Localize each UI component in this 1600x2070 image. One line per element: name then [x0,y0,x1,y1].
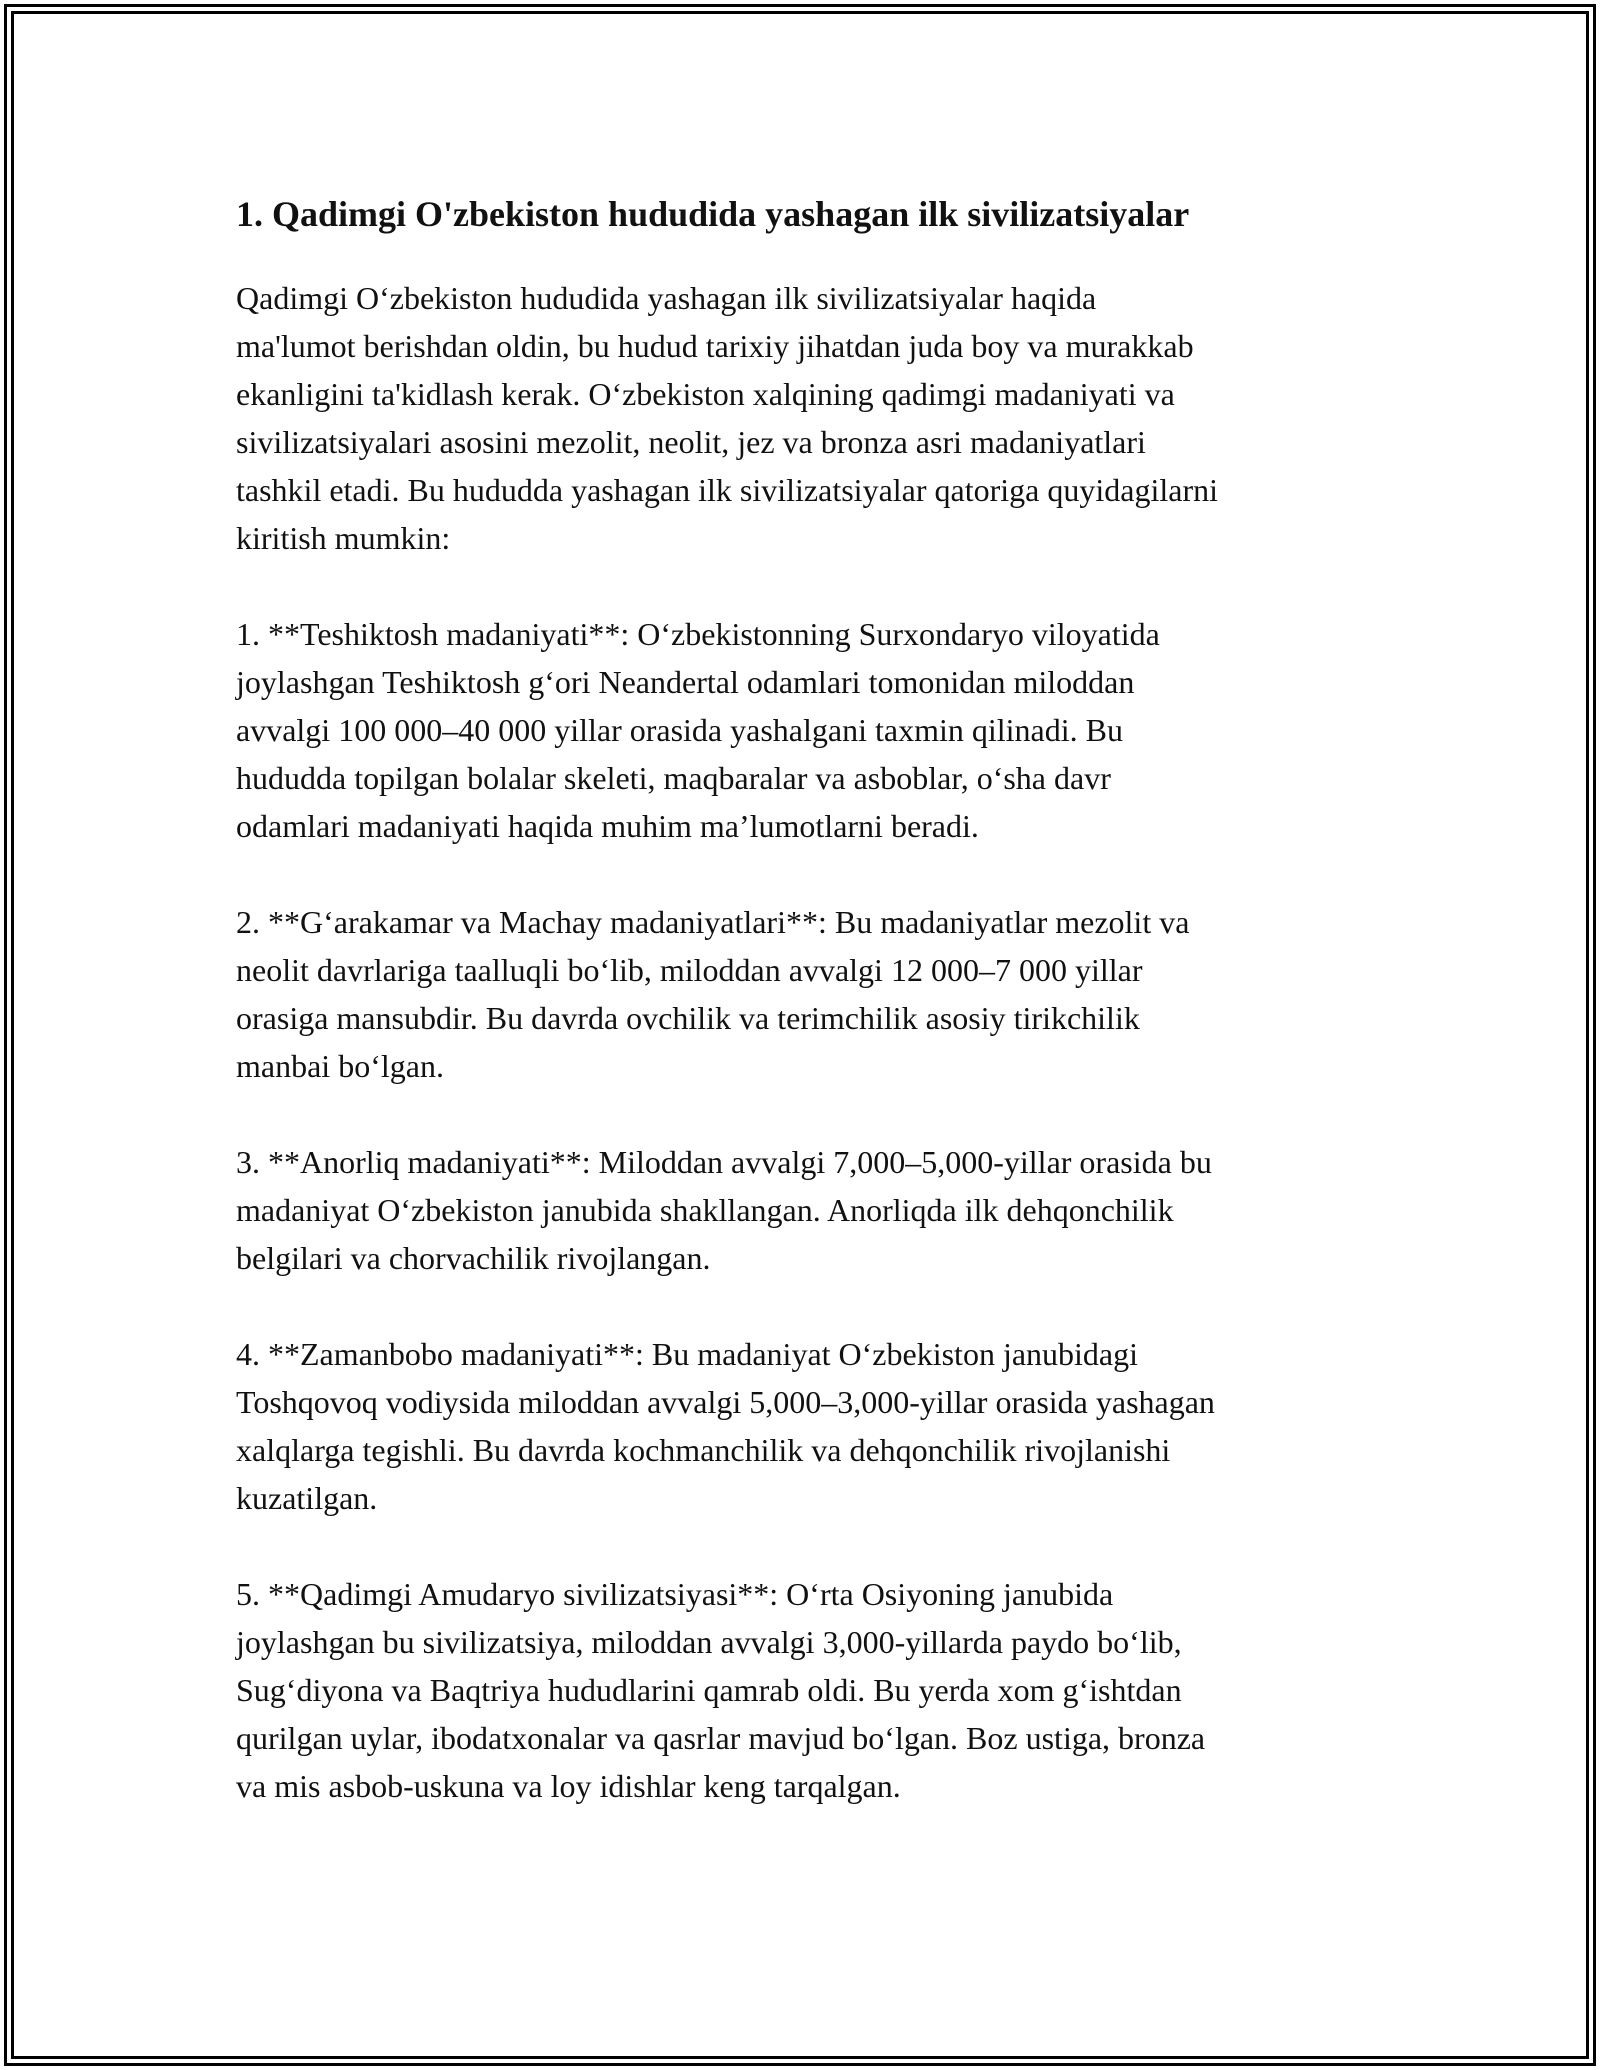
paragraph-line: orasiga mansubdir. Bu davrda ovchilik va terimchilik asosiy tirikchilik [236,1000,1140,1036]
paragraph-line: joylashgan bu sivilizatsiya, miloddan avvalgi 3,000-yillarda paydo bo‘lib, [236,1624,1182,1660]
paragraph-line: qurilgan uylar, ibodatxonalar va qasrlar mavjud bo‘lgan. Boz ustiga, bronza [236,1720,1206,1756]
list-item-zamanbobo [236,1330,1366,1522]
paragraph-line: kuzatilgan. [236,1480,378,1516]
paragraph-line: kiritish mumkin: [236,520,451,556]
paragraph-line: odamlari madaniyati haqida muhim ma’lumotlarni beradi. [236,808,979,844]
paragraph-line: 1. **Teshiktosh madaniyati**: O‘zbekistonning Surxondaryo viloyatida [236,616,1160,652]
document-body [236,188,1366,1858]
paragraph-line: madaniyat O‘zbekiston janubida shakllangan. Anorliqda ilk dehqonchilik [236,1192,1174,1228]
paragraph-line: ma'lumot berishdan oldin, bu hudud tarixiy jihatdan juda boy va murakkab [236,328,1194,364]
paragraph-line: neolit davrlariga taalluqli bo‘lib, miloddan avvalgi 12 000–7 000 yillar [236,952,1143,988]
paragraph-line: ekanligini ta'kidlash kerak. O‘zbekiston xalqining qadimgi madaniyati va [236,376,1175,412]
paragraph-line: 4. **Zamanbobo madaniyati**: Bu madaniyat O‘zbekiston janubidagi [236,1336,1139,1372]
paragraph-line: 2. **G‘arakamar va Machay madaniyatlari**: Bu madaniyatlar mezolit va [236,904,1190,940]
document-title: 1. Qadimgi O'zbekiston hududida yashagan ilk sivilizatsiyalar [236,194,1190,234]
paragraph-line: Sug‘diyona va Baqtriya hududlarini qamrab oldi. Bu yerda xom g‘ishtdan [236,1672,1182,1708]
paragraph-line: sivilizatsiyalari asosini mezolit, neolit, jez va bronza asri madaniyatlari [236,424,1146,460]
list-item-amudaryo [236,1570,1366,1810]
paragraph-line: Qadimgi O‘zbekiston hududida yashagan ilk sivilizatsiyalar haqida [236,280,1097,316]
paragraph-line: va mis asbob-uskuna va loy idishlar keng tarqalgan. [236,1768,901,1804]
intro-paragraph [236,274,1366,562]
paragraph-line: xalqlarga tegishli. Bu davrda kochmanchilik va dehqonchilik rivojlanishi [236,1432,1171,1468]
paragraph-line: 5. **Qadimgi Amudaryo sivilizatsiyasi**: O‘rta Osiyoning janubida [236,1576,1114,1612]
paragraph-line: joylashgan Teshiktosh g‘ori Neandertal odamlari tomonidan miloddan [236,664,1135,700]
paragraph-line: belgilari va chorvachilik rivojlangan. [236,1240,711,1276]
list-item-teshiktosh [236,610,1366,850]
paragraph-line: manbai bo‘lgan. [236,1048,444,1084]
paragraph-line: Toshqovoq vodiysida miloddan avvalgi 5,000–3,000-yillar orasida yashagan [236,1384,1215,1420]
paragraph-line: tashkil etadi. Bu hududda yashagan ilk sivilizatsiyalar qatoriga quyidagilarni [236,472,1218,508]
paragraph-line: avvalgi 100 000–40 000 yillar orasida yashalgani taxmin qilinadi. Bu [236,712,1123,748]
list-item-anorliq [236,1138,1366,1282]
paragraph-line: 3. **Anorliq madaniyati**: Miloddan avvalgi 7,000–5,000-yillar orasida bu [236,1144,1212,1180]
paragraph-line: hududda topilgan bolalar skeleti, maqbaralar va asboblar, o‘sha davr [236,760,1111,796]
list-item-garakamar-machay [236,898,1366,1090]
